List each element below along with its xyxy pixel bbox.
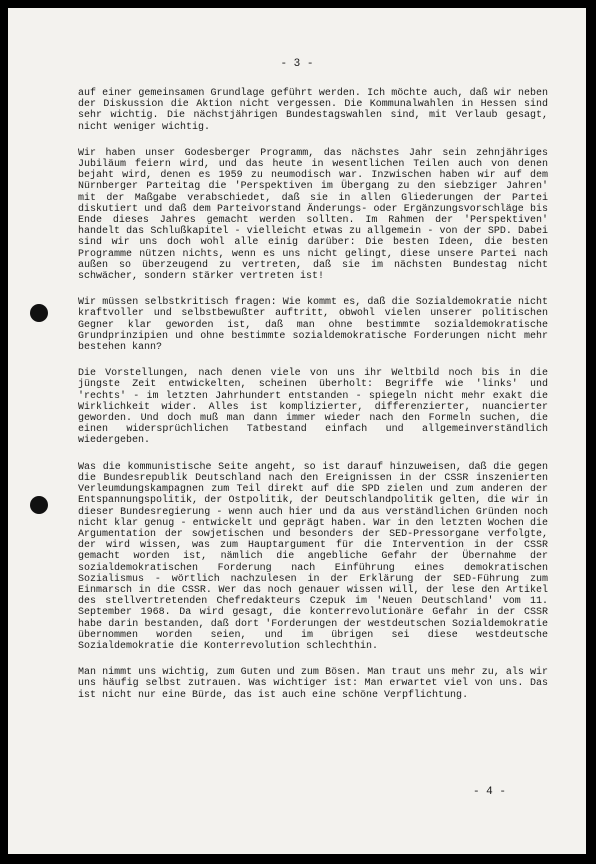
punch-hole (30, 496, 48, 514)
page-number-footer: - 4 - (472, 786, 506, 798)
paragraph: Man nimmt uns wichtig, zum Guten und zum Bösen. Man traut uns mehr zu, als wir uns häufig selbst zutrauen. Was wichtiger ist: Man erwartet viel von uns. Das ist nicht nur eine Bürde, das ist auch eine schöne Verpflichtung. (78, 667, 548, 701)
document-page (8, 8, 586, 854)
paragraph: Wir müssen selbstkritisch fragen: Wie kommt es, daß die Sozialdemokratie nicht kraftvoller und selbstbewußter auftritt, obwohl vielen unserer politischen Gegner klar geworden ist, daß man ohne bestimmte sozialdemokratische Grundprinzipien und ohne bestimmte sozialdemokratische Forderungen nicht mehr bestehen kann? (78, 297, 548, 354)
paragraph: Was die kommunistische Seite angeht, so ist darauf hinzuweisen, daß die gegen die Bundesrepublik Deutschland nach den Ereignissen in der CSSR inszenierten Verleumdungskampagnen zum Teil direkt auf die SPD zielen und zum anderen der Entspannungspolitik, der Ostpolitik, der Deutschlandpolitik gelten, die wir in dieser Bundesregierung - wenn auch hier und da aus verständlichen Gründen noch nicht klar genug - entwickelt und geprägt haben. War in den letzten Wochen die Argumentation der sowjetischen und besonders der SED-Pressorgane verfolgte, der wird wissen, was zum Hauptargument für die Intervention in der CSSR gemacht worden ist, nämlich die angebliche Gefahr der Übernahme der sozialdemokratischen Forderung nach Einführung eines demokratischen Sozialismus - wörtlich nachzulesen in der Erklärung der SED-Führung zum Einmarsch in die CSSR. Wer das noch genauer wissen will, der lese den Artikel des stellvertretenden Chefredakteurs Czepuk im 'Neuen Deutschland' vom 11. September 1968. Da wird gesagt, die konterrevolutionäre Gefahr in der CSSR habe darin bestanden, daß dort 'Forderungen der westdeutschen Sozialdemokratie übernommen worden seien, und im übrigen sei diese westdeutsche Sozialdemokratie die Konterrevolution schlechthin. (78, 461, 548, 652)
paragraph: Die Vorstellungen, nach denen viele von uns ihr Weltbild noch bis in die jüngste Zeit entwickelten, scheinen überholt: Begriffe wie 'links' und 'rechts' - im letzten Jahrhundert entstanden - spiegeln nicht mehr exakt die Wirklichkeit wider. Alles ist komplizierter, differenzierter, nuancierter geworden. Und doch muß man dann immer wieder nach den Formeln suchen, die einen widersprüchlichen Tatbestand einfach und allgemeinverständlich wiedergeben. (78, 368, 548, 447)
paragraph: Wir haben unser Godesberger Programm, das nächstes Jahr sein zehnjähriges Jubiläum feiern wird, und das heute in wesentlichen Teilen auch von denen bejaht wird, denen es 1959 zu neumodisch war. Inzwischen haben wir auf dem Nürnberger Parteitag die 'Perspektiven im Übergang zu den siebziger Jahren' mit der Maßgabe verabschiedet, daß sie in allen Gliederungen der Partei diskutiert und daß dem Parteivorstand Änderungs- oder Ergänzungsvorschläge bis Ende dieses Jahres gemacht werden sollten. Im Rahmen der 'Perspektiven' handelt das Schlußkapitel - vielleicht etwas zu allgemein - von der SPD. Dabei sind wir uns doch wohl alle einig darüber: Die besten Ideen, die besten Programme nützen nichts, wenn es uns nicht gelingt, diese unsere Partei nach außen so überzeugend zu vertreten, daß sie im nächsten Bundestag nicht schwächer, sondern stärker vertreten ist! (78, 147, 548, 283)
document-body (78, 88, 548, 716)
page-number-header: - 3 - (280, 58, 314, 70)
punch-hole (30, 304, 48, 322)
paragraph: auf einer gemeinsamen Grundlage geführt werden. Ich möchte auch, daß wir neben der Diskussion die Aktion nicht vergessen. Die Kommunalwahlen in Hessen sind sehr wichtig. Die nächstjährigen Bundestagswahlen sind, mit Verlaub gesagt, nicht weniger wichtig. (78, 88, 548, 133)
